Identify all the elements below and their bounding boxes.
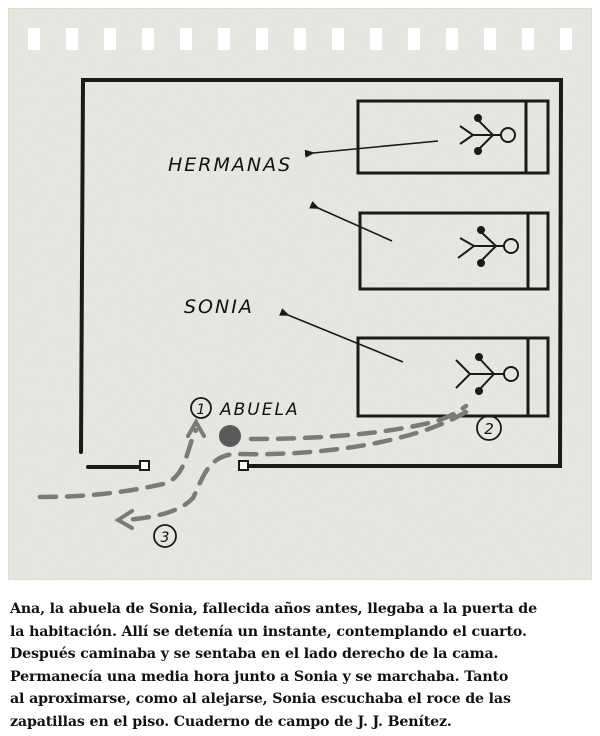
label-sonia: SONIA bbox=[184, 296, 254, 318]
label-abuela: ABUELA bbox=[220, 400, 300, 420]
grandmother-position-dot bbox=[219, 425, 241, 447]
notebook-sketch bbox=[8, 8, 592, 580]
svg-text:2: 2 bbox=[484, 420, 494, 438]
svg-text:3: 3 bbox=[160, 530, 170, 546]
caption-line: al aproximarse, como al alejarse, Sonia escuchaba el roce de las bbox=[10, 691, 511, 708]
spiral-holes bbox=[28, 28, 572, 50]
caption-line: Ana, la abuela de Sonia, fallecida años antes, llegaba a la puerta de bbox=[10, 601, 537, 617]
caption-line: la habitación. Allí se detenía un instante, contemplando el cuarto. bbox=[10, 623, 527, 640]
caption-line: zapatillas en el piso. Cuaderno de campo de J. J. Benítez. bbox=[10, 713, 452, 730]
caption-line: Permanecía una media hora junto a Sonia y se marchaba. Tanto bbox=[10, 668, 509, 685]
caption-line: Después caminaba y se sentaba en el lado derecho de la cama. bbox=[10, 646, 499, 663]
label-hermanas: HERMANAS bbox=[168, 154, 293, 176]
svg-text:1: 1 bbox=[196, 402, 206, 418]
caption-text bbox=[10, 598, 592, 734]
